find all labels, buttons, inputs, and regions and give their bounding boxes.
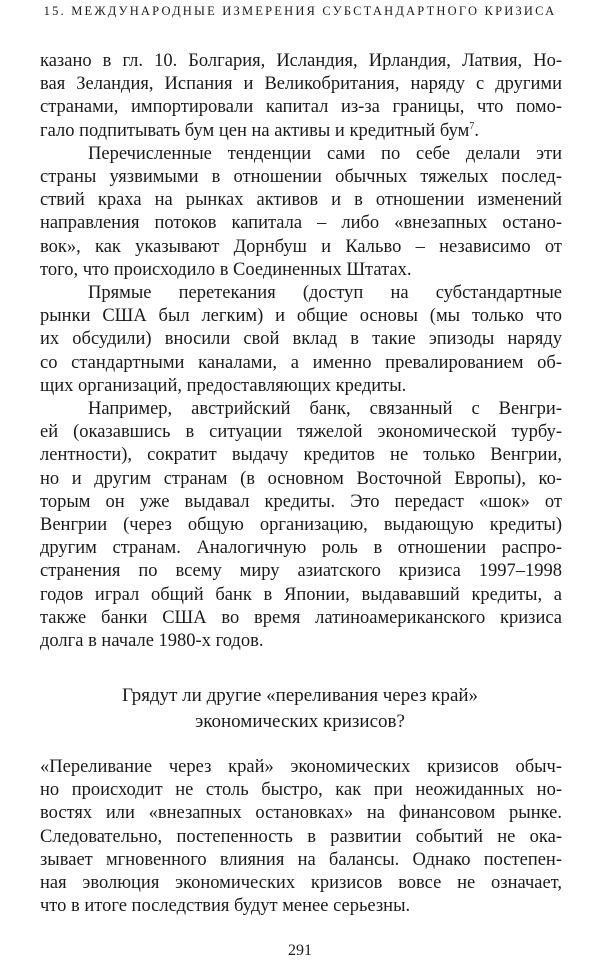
line-text: Перечисленные тенденции сами по себе делали эти	[88, 143, 562, 164]
line-text: страны уязвимыми в отношении обычных тяжелых послед-	[40, 167, 562, 187]
line-text: вок», как указывают Дорнбуш и Кальво – независимо от	[40, 236, 562, 257]
text-line	[40, 50, 562, 72]
section-heading-line-2: экономических кризисов?	[195, 711, 405, 732]
line-text: но и другим странам (в основном Восточной Европы), ко-	[40, 468, 562, 489]
line-text: направления потоков капитала – либо «внезапных остано-	[40, 213, 562, 234]
line-text: их обсудили) вносили свой вклад в такие эпизоды наряду	[40, 329, 562, 350]
text-line	[88, 143, 562, 165]
line-text: другим странам. Аналогичную роль в отношении распро-	[40, 538, 562, 559]
line-text: Венгрии (через общую организацию, выдающую кредиты)	[40, 515, 562, 535]
line-text: торым он уже выдавал кредиты. Это передаст «шок» от	[40, 491, 562, 512]
line-text: Например, австрийский банк, связанный с Венгри-	[88, 399, 562, 419]
line-text: гало подпитывать бум цен на активы и кредитный бум	[40, 120, 470, 141]
page-number: 291	[288, 942, 312, 959]
text-line	[40, 166, 562, 188]
text-line	[40, 468, 562, 490]
text-line: зывает мгновенного влияния на балансы. Однако постепен-	[40, 849, 562, 870]
running-head: 15. МЕЖДУНАРОДНЫЕ ИЗМЕРЕНИЯ СУБСТАНДАРТНОГО КРИЗИСА	[43, 4, 557, 18]
line-text: казано в гл. 10. Болгария, Исландия, Ирландия, Латвия, Но-	[40, 51, 562, 71]
text-line: Следовательно, постепенность в развитии событий не ока-	[40, 826, 562, 847]
text-line	[40, 560, 562, 582]
line-text: со стандартными каналами, а именно превалированием об-	[40, 352, 562, 373]
text-line	[40, 375, 562, 397]
text-line	[88, 398, 562, 420]
text-line: ная эволюция экономических кризисов вовсе не означает,	[40, 873, 562, 893]
text-line: «Переливание через край» экономических кризисов обыч-	[40, 757, 562, 777]
line-text: также банки США во время латиноамериканского кризиса	[40, 607, 562, 628]
line-text: Прямые перетекания (доступ на субстандартные	[88, 283, 562, 303]
text-line	[40, 189, 562, 211]
text-line	[40, 444, 562, 466]
line-text: того, что происходило в Соединенных Штатах.	[40, 259, 412, 280]
line-text: вая Зеландия, Испания и Великобритания, наряду с другими	[40, 74, 562, 95]
text-line	[40, 537, 562, 559]
text-line	[40, 514, 562, 536]
line-text: ствий краха на рынках активов и в отношении изменений	[40, 190, 562, 211]
text-line	[40, 73, 562, 95]
text-line	[40, 120, 562, 142]
footnote-marker: 7	[469, 120, 475, 132]
text-line	[40, 491, 562, 513]
line-text: странами, импортировали капитал из-за границы, что помо-	[40, 97, 562, 118]
text-line	[40, 352, 562, 374]
text-line	[40, 607, 562, 629]
text-line: востях или «внезапных остановках» на финансовом рынке.	[40, 803, 562, 824]
text-line	[40, 584, 562, 606]
text-line: но происходит не столь быстро, как при неожиданных но-	[40, 780, 562, 801]
text-line	[40, 236, 562, 258]
line-text: ей (оказавшись в ситуации тяжелой экономической турбу-	[40, 422, 562, 443]
text-line	[40, 328, 562, 350]
line-text: лентности), сократит выдачу кредитов не только Венгрии,	[40, 445, 562, 466]
section-heading-line-1: Грядут ли другие «переливания через край»	[121, 685, 479, 706]
line-text: странения по всему миру азиатского кризиса 1997–1998	[40, 561, 562, 582]
text-line	[40, 305, 562, 327]
line-text: рынки США был легким) и общие основы (мы только что	[40, 306, 562, 327]
text-line	[40, 212, 562, 234]
text-line	[40, 630, 562, 652]
text-line: что в итоге последствия будут менее серьезны.	[40, 896, 411, 917]
line-text: щих организаций, предоставляющих кредиты.	[40, 375, 407, 396]
line-text: долга в начале 1980-х годов.	[40, 631, 264, 651]
text-line	[40, 421, 562, 443]
text-line	[88, 282, 562, 304]
text-line	[40, 259, 562, 281]
line-text: годов играл общий банк в Японии, выдававший кредиты, а	[40, 584, 562, 605]
text-line	[40, 96, 562, 118]
line-tail: .	[474, 120, 479, 141]
